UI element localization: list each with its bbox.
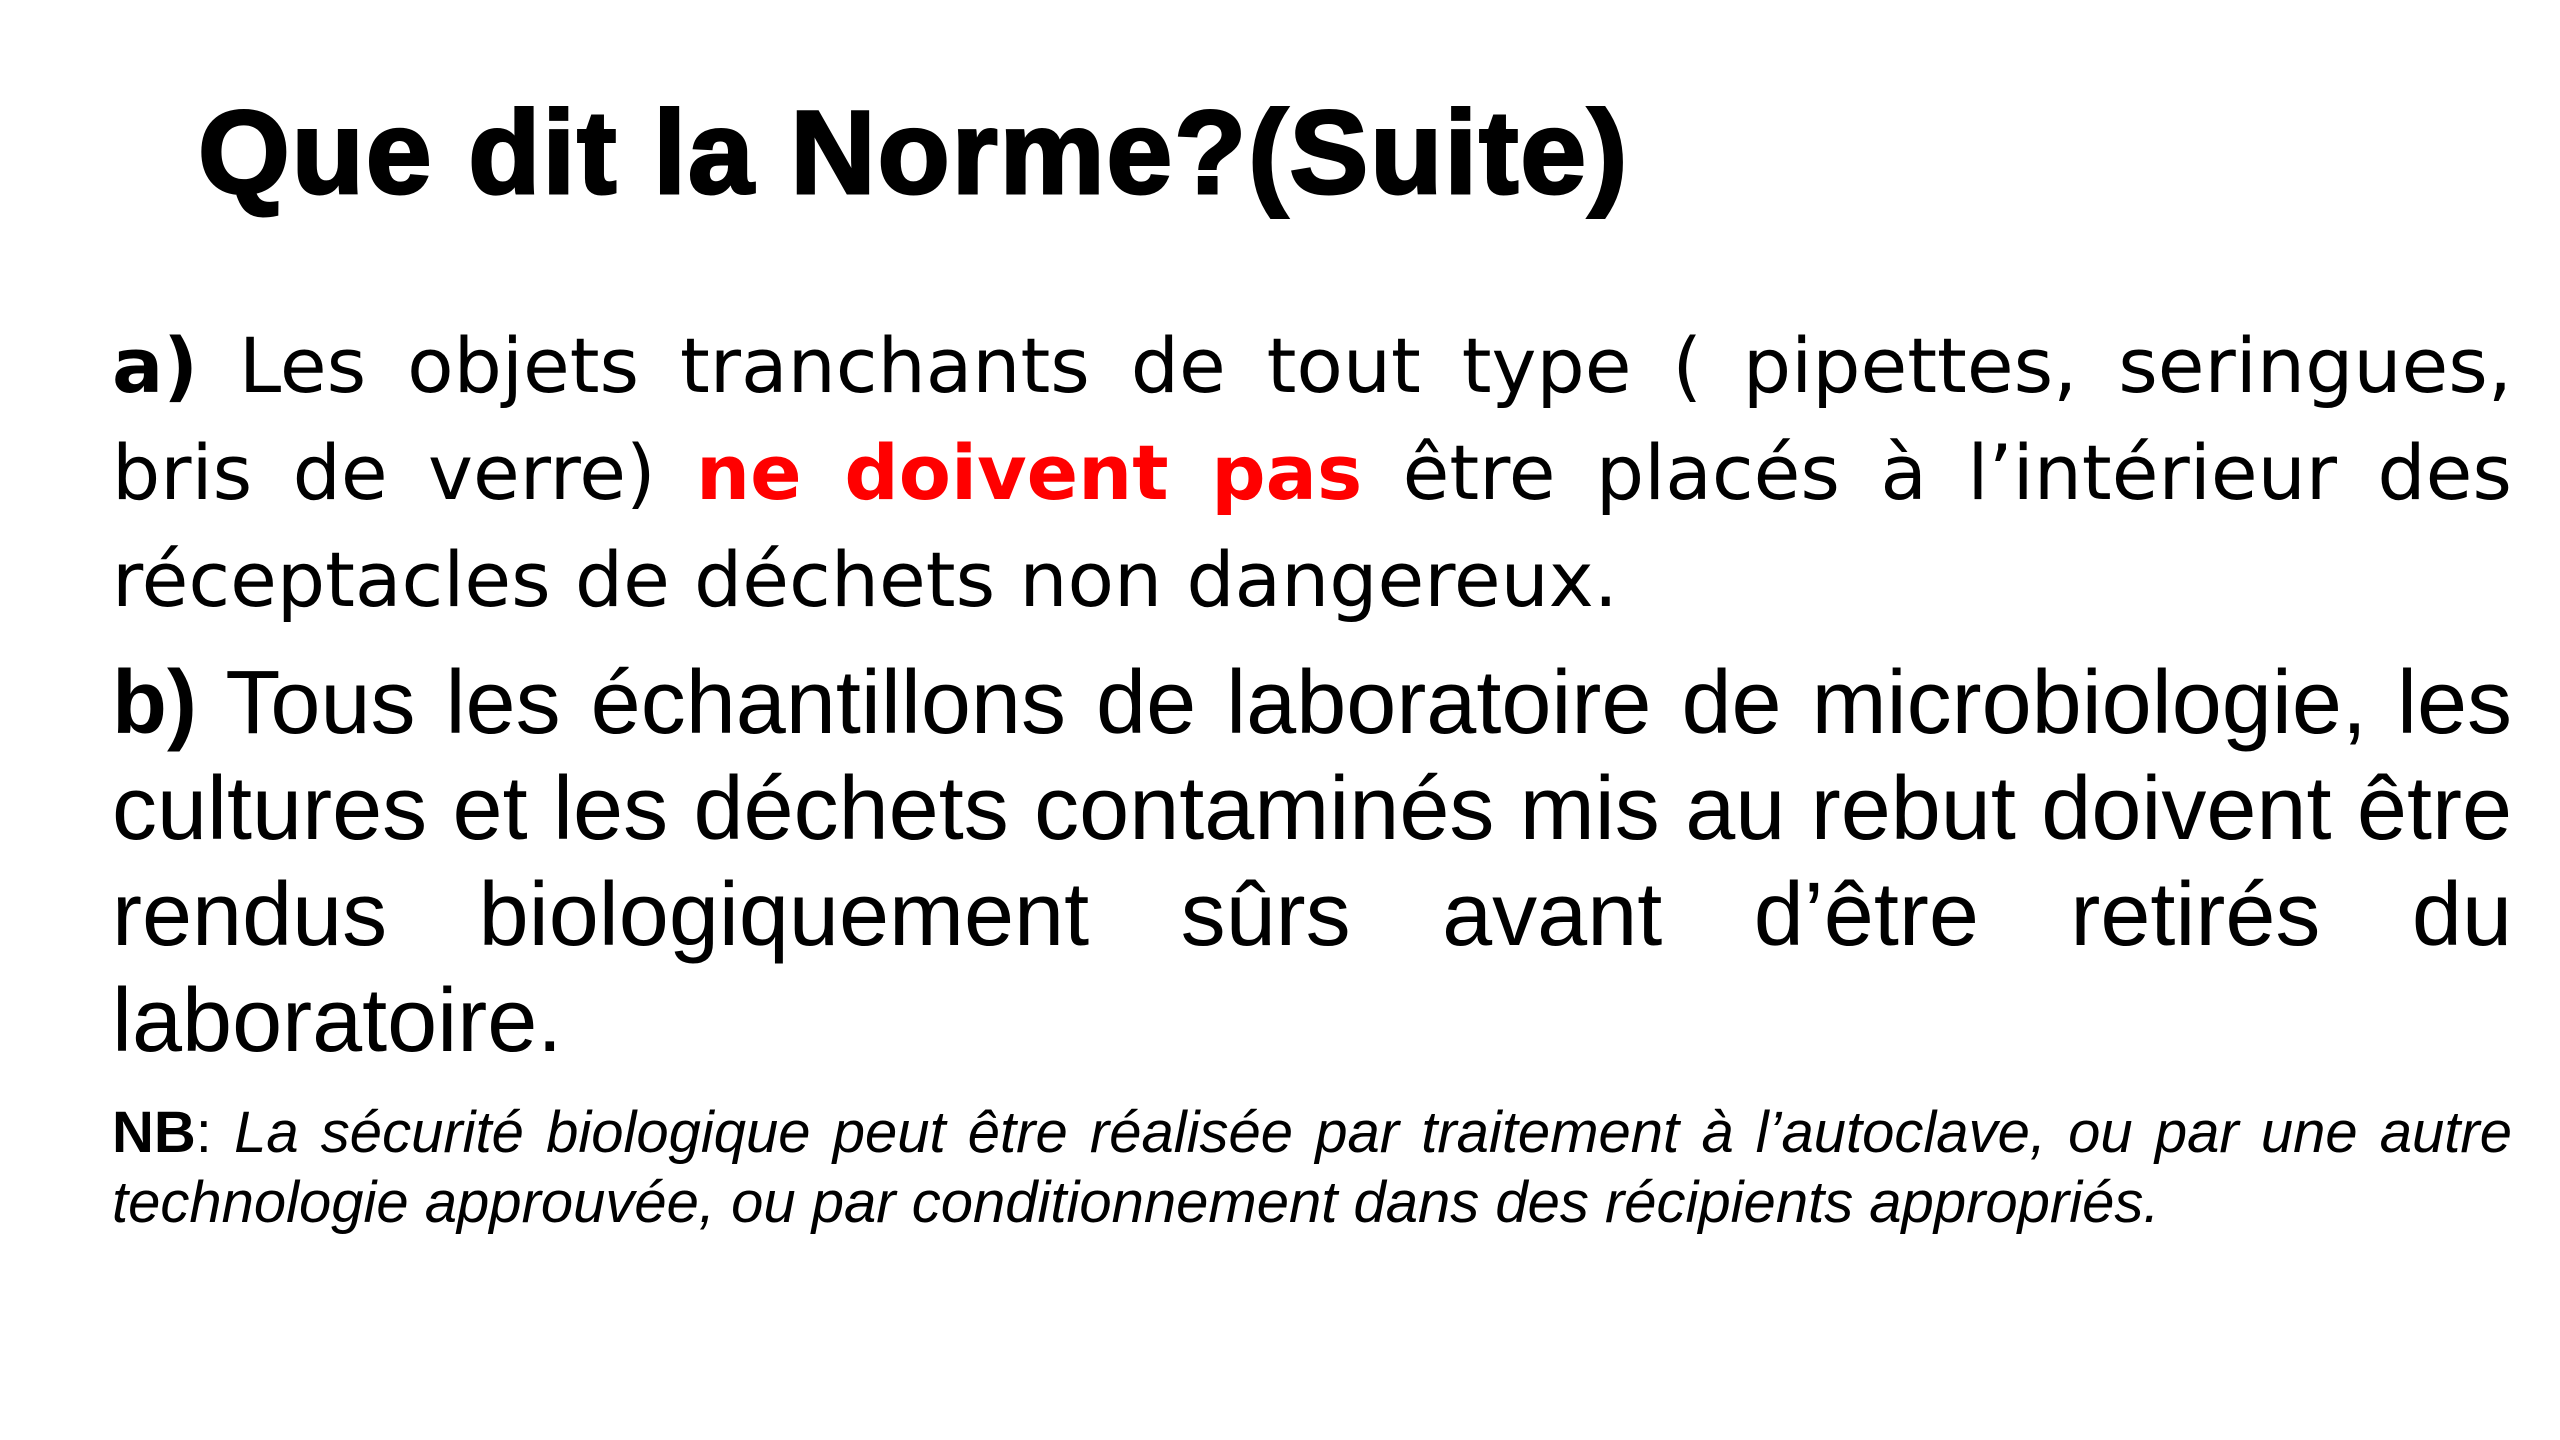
paragraph-b <box>112 650 2512 1074</box>
item-a-text-after: être placés à l’intérieur des réceptacles de déchets non dangereux. <box>112 428 2512 624</box>
slide-title: Que dit la Norme?(Suite) <box>198 87 1630 219</box>
note-label: NB <box>112 1100 196 1165</box>
note-paragraph <box>112 1098 2512 1238</box>
item-a-text-before: Les objets tranchants de tout type ( pipettes, seringues, bris de verre) <box>112 321 2512 517</box>
item-a-emphasis: ne doivent pas <box>696 428 1363 517</box>
paragraph-a <box>112 312 2512 633</box>
note-text: La sécurité biologique peut être réalisée par traitement à l’autoclave, ou par une autre technologie approuvée, ou par conditionnement dans des récipients appropriés. <box>112 1100 2512 1235</box>
item-b-text: Tous les échantillons de laboratoire de microbiologie, les cultures et les déchets contaminés mis au rebut doivent être rendus biologiquement sûrs avant d’être retirés du laboratoire. <box>112 653 2512 1071</box>
item-b-marker: b) <box>112 653 197 753</box>
note-separator: : <box>195 1100 212 1165</box>
item-a-marker: a) <box>112 321 199 410</box>
